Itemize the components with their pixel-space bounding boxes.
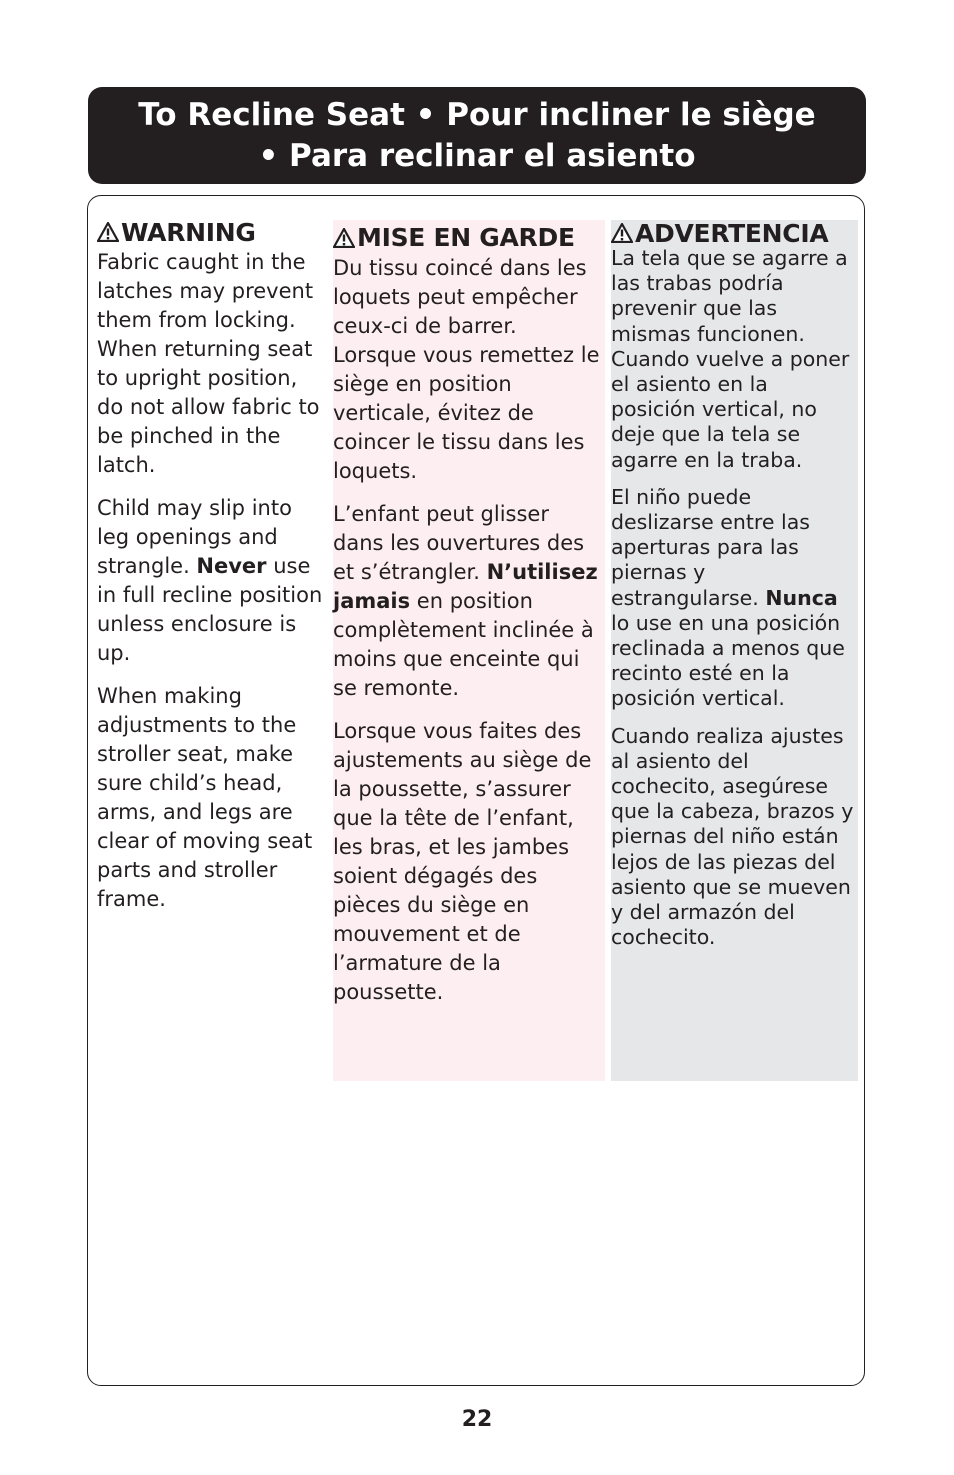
- french-paragraph-1: Du tissu coincé dans les loquets peut empêcher ceux-ci de barrer. Lorsque vous remettez le siège en position verticale, évitez de coincer le tissu dans les loquets.: [333, 256, 600, 483]
- spanish-paragraph-2: El niño puede deslizarse entre las aperturas para las piernas y estrangularse. Nunca lo use en una posición reclinada a menos que recinto esté en la posición vertical.: [611, 484, 845, 711]
- french-paragraph-2: L’enfant peut glisser dans les ouvertures des et s’étrangler. N’utilisez jamais en position complètement inclinée à moins que enceinte qui se remonte.: [333, 502, 598, 700]
- spanish-paragraph-3: Cuando realiza ajustes al asiento del cochecito, asegúrese que la cabeza, brazos y piernas del niño están lejos de las piezas del asiento que se mueven y del armazón del cochecito.: [611, 723, 854, 950]
- spanish-column: [611, 220, 858, 1081]
- english-paragraph-2: Child may slip into leg openings and strangle. Never use in full recline position unless enclosure is up.: [97, 496, 323, 665]
- english-paragraph-3: When making adjustments to the stroller seat, make sure child’s head, arms, and legs are clear of moving seat parts and stroller frame.: [97, 684, 313, 911]
- spanish-heading: [611, 220, 858, 246]
- french-paragraph-3: Lorsque vous faites des ajustements au siège de la poussette, s’assurer que la tête de l’enfant, les bras, et les jambes soient dégagés des pièces du siège en mouvement et de l’armature de la poussette.: [333, 719, 592, 1004]
- english-never-bold: Never: [196, 554, 267, 578]
- warning-triangle-icon: [333, 228, 355, 248]
- english-heading: [97, 214, 323, 250]
- title-line-1: To Recline Seat • Pour incliner le siège: [138, 96, 816, 133]
- english-heading-text: WARNING: [121, 217, 256, 247]
- spanish-heading-text: ADVERTENCIA: [635, 218, 829, 248]
- french-column: [333, 220, 605, 1081]
- english-column: [97, 214, 323, 928]
- english-paragraph-1: Fabric caught in the latches may prevent them from locking. When returning seat to upright position, do not allow fabric to be pinched in the latch.: [97, 250, 320, 477]
- french-never-bold: N’utilisez jamais: [333, 560, 598, 613]
- title-banner: [88, 87, 866, 184]
- page-number: 22: [461, 1407, 493, 1432]
- french-heading-text: MISE EN GARDE: [357, 223, 575, 252]
- title-line-2: • Para reclinar el asiento: [258, 137, 696, 174]
- spanish-never-bold: Nunca: [765, 585, 838, 610]
- warning-triangle-icon: [97, 222, 119, 242]
- french-heading: [333, 220, 605, 255]
- spanish-paragraph-1: La tela que se agarre a las trabas podría prevenir que las mismas funcionen. Cuando vuelve a poner el asiento en la posición vertical, no deje que la tela se agarre en la traba.: [611, 246, 850, 472]
- warning-triangle-icon: [611, 223, 633, 243]
